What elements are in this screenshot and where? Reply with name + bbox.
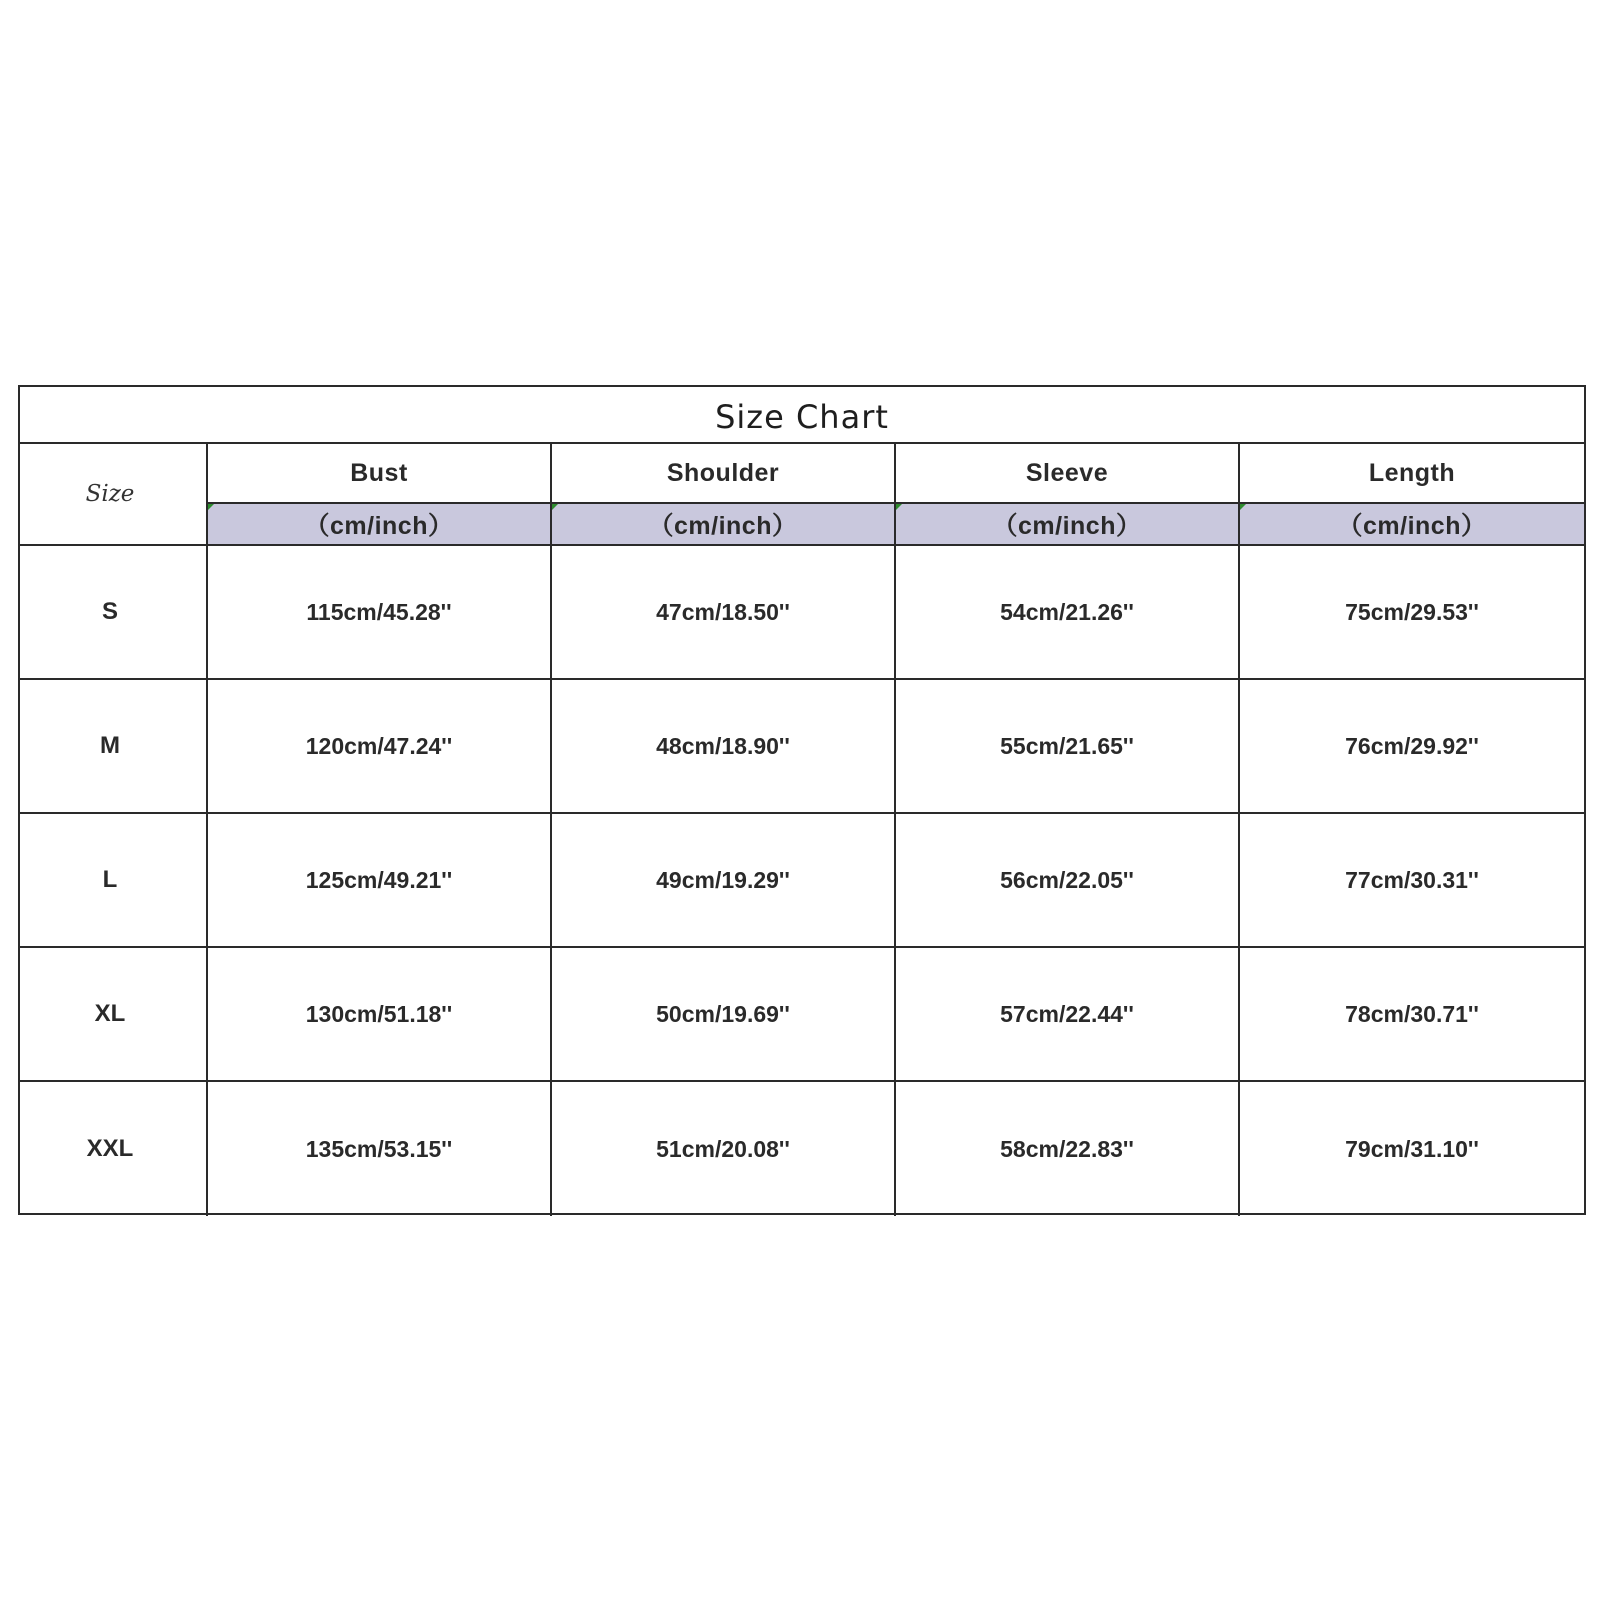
table-row (20, 814, 1584, 948)
size-chart-table (18, 385, 1586, 1215)
table-row (20, 680, 1584, 814)
table-row (20, 546, 1584, 680)
bust-cell: 130cm/51.18'' (208, 948, 552, 1080)
bust-cell: 125cm/49.21'' (208, 814, 552, 946)
column-name: Bust (208, 444, 550, 504)
shoulder-cell: 47cm/18.50'' (552, 546, 896, 678)
sleeve-cell: 58cm/22.83'' (896, 1082, 1240, 1216)
bust-cell: 120cm/47.24'' (208, 680, 552, 812)
sleeve-cell: 55cm/21.65'' (896, 680, 1240, 812)
column-unit: （cm/inch） (208, 504, 550, 544)
size-cell: XL (20, 948, 208, 1080)
size-cell: XXL (20, 1082, 208, 1216)
shoulder-cell: 49cm/19.29'' (552, 814, 896, 946)
shoulder-cell: 50cm/19.69'' (552, 948, 896, 1080)
column-name: Sleeve (896, 444, 1238, 504)
size-cell: L (20, 814, 208, 946)
size-column-header: Size (20, 444, 208, 546)
column-header-shoulder (552, 444, 896, 546)
column-name: Length (1240, 444, 1584, 504)
column-header-bust (208, 444, 552, 546)
length-cell: 76cm/29.92'' (1345, 732, 1479, 759)
size-cell: M (20, 680, 208, 812)
shoulder-cell: 51cm/20.08'' (552, 1082, 896, 1216)
column-unit: （cm/inch） (896, 504, 1238, 544)
table-body (20, 546, 1584, 1213)
column-unit: （cm/inch） (1240, 504, 1584, 544)
chart-title: Size Chart (20, 387, 1584, 444)
column-name: Shoulder (552, 444, 894, 504)
column-header-length (1240, 444, 1584, 546)
column-header-sleeve (896, 444, 1240, 546)
sleeve-cell: 54cm/21.26'' (896, 546, 1240, 678)
size-cell: S (20, 546, 208, 678)
table-row (20, 1082, 1584, 1216)
length-cell: 78cm/30.71'' (1345, 1000, 1479, 1027)
column-unit: （cm/inch） (552, 504, 894, 544)
length-cell: 75cm/29.53'' (1345, 598, 1479, 625)
bust-cell: 115cm/45.28'' (208, 546, 552, 678)
length-cell: 79cm/31.10'' (1345, 1135, 1479, 1162)
length-cell: 77cm/30.31'' (1345, 866, 1479, 893)
bust-cell: 135cm/53.15'' (208, 1082, 552, 1216)
shoulder-cell: 48cm/18.90'' (552, 680, 896, 812)
sleeve-cell: 57cm/22.44'' (896, 948, 1240, 1080)
table-row (20, 948, 1584, 1082)
sleeve-cell: 56cm/22.05'' (896, 814, 1240, 946)
